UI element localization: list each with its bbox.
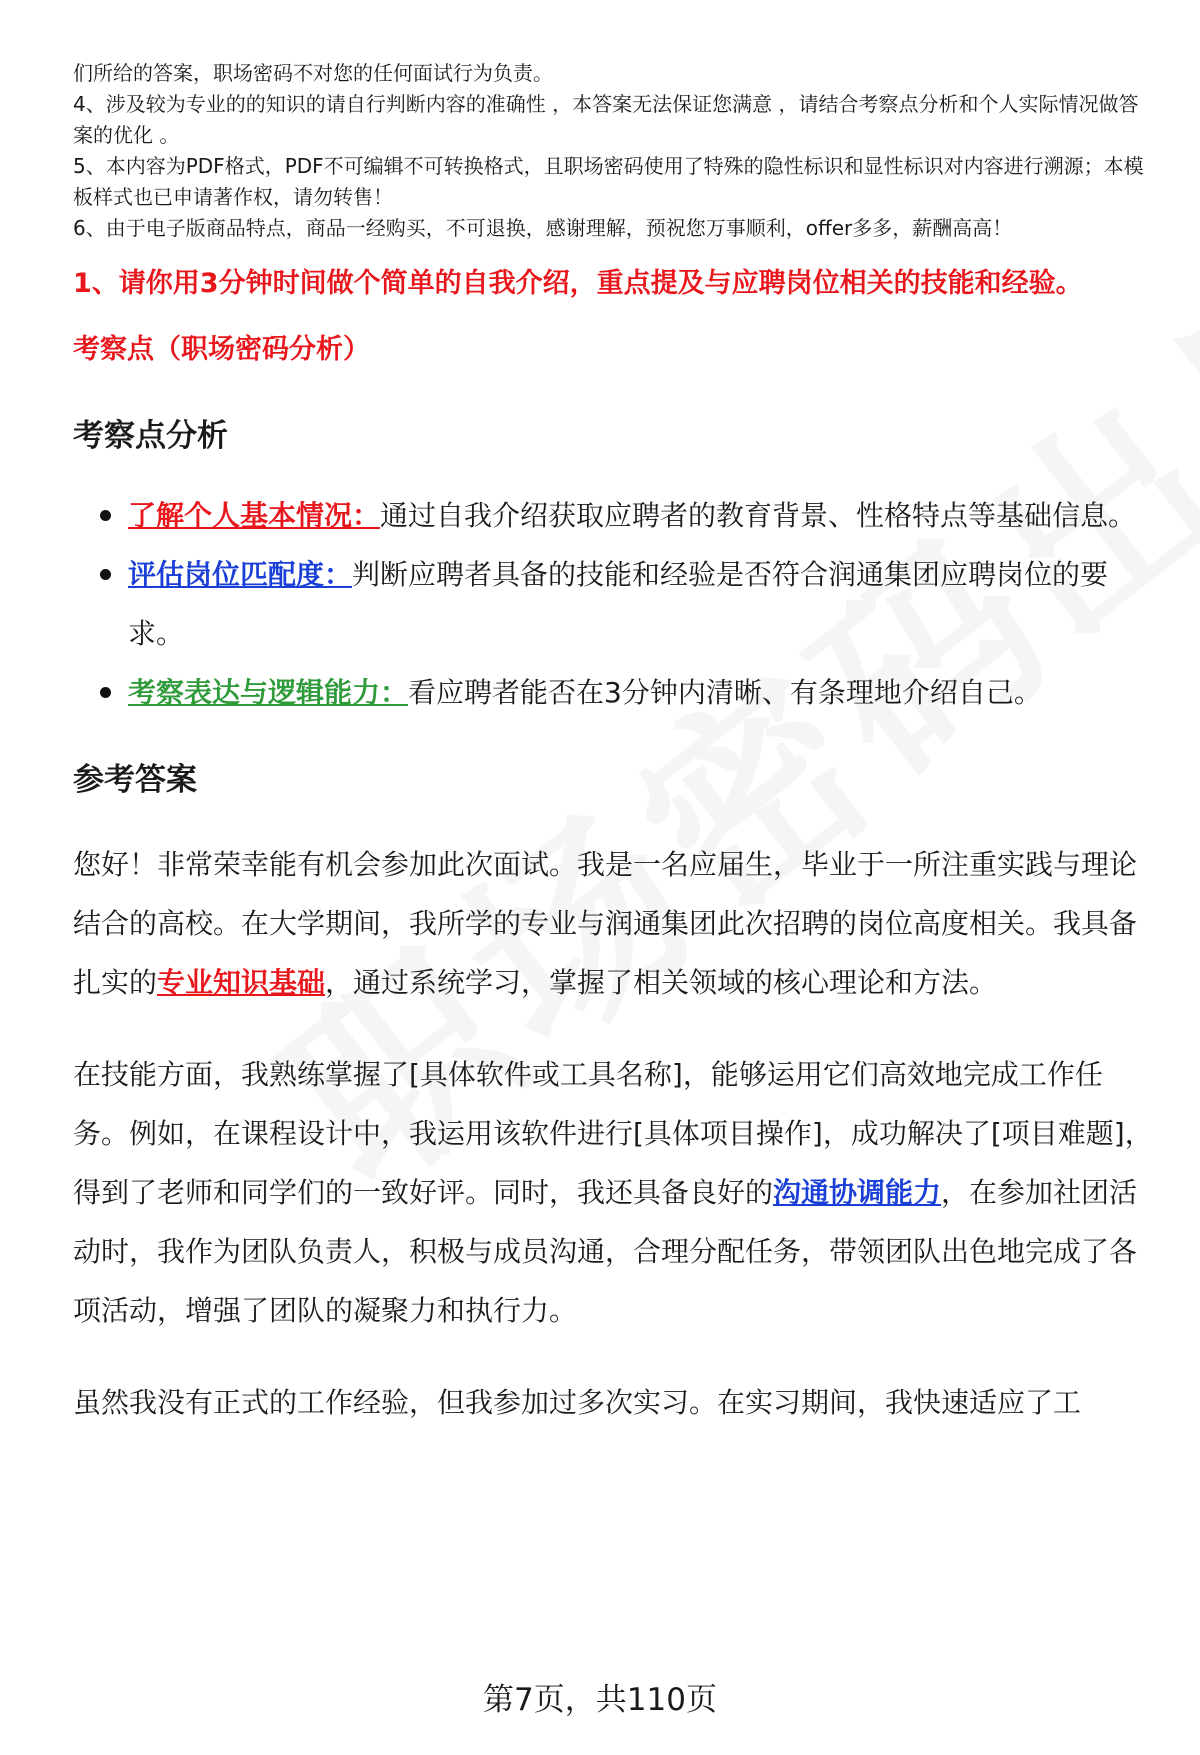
notice-line: 们所给的答案，职场密码不对您的任何面试行为负责。: [73, 61, 553, 85]
answer-paragraph: [73, 1045, 1153, 1340]
point-keyword: 评估岗位匹配度：: [128, 558, 353, 591]
analysis-point: [128, 663, 1153, 722]
page-content: [73, 58, 1153, 1432]
point-text: 判断应聘者具备的技能和经验是否符合润通集团应聘岗位的要求。: [128, 558, 1109, 650]
bullet-icon: [100, 687, 111, 698]
analysis-points: [73, 486, 1153, 722]
page-number: 第7页，共110页: [483, 1682, 717, 1718]
point-keyword: 考察表达与逻辑能力：: [128, 676, 409, 709]
analysis-point: [128, 486, 1153, 545]
paragraph-keyword: 专业知识基础: [157, 966, 326, 999]
question-title: 1、请你用3分钟时间做个简单的自我介绍，重点提及与应聘岗位相关的技能和经验。: [73, 268, 1083, 299]
answer-paragraph: 虽然我没有正式的工作经验，但我参加过多次实习。在实习期间，我快速适应了工: [73, 1386, 1082, 1419]
point-keyword: 了解个人基本情况：: [128, 499, 381, 532]
answer-paragraph: [73, 835, 1153, 1012]
analysis-point: [128, 545, 1153, 663]
bullet-icon: [100, 510, 111, 521]
paragraph-text: 您好！非常荣幸能有机会参加此次面试。我是一名应届生，毕业于一所注重实践与理论结合的高校。在大学期间，我所学的专业与润通集团此次招聘的岗位高度相关。我具备扎实的: [73, 848, 1138, 999]
paragraph-text: ，在参加社团活动时，我作为团队负责人，积极与成员沟通，合理分配任务，带领团队出色地完成了各项活动，增强了团队的凝聚力和执行力。: [73, 1176, 1138, 1327]
paragraph-text: 在技能方面，我熟练掌握了[具体软件或工具名称]，能够运用它们高效地完成工作任务。例如，在课程设计中，我运用该软件进行[具体项目操作]，成功解决了[项目难题]，得到了老师和同学们的一致好评。同时，我还具备良好的: [73, 1058, 1153, 1209]
exam-point-label: 考察点（职场密码分析）: [73, 334, 370, 365]
answer-heading: 参考答案: [73, 762, 197, 798]
point-text: 通过自我介绍获取应聘者的教育背景、性格特点等基础信息。: [380, 499, 1137, 532]
analysis-heading: 考察点分析: [73, 418, 228, 454]
paragraph-text: ，通过系统学习，掌握了相关领域的核心理论和方法。: [325, 966, 998, 999]
notice-line: 5、本内容为PDF格式，PDF不可编辑不可转换格式，且职场密码使用了特殊的隐性标识和显性标识对内容进行溯源；本模板样式也已申请著作权，请勿转售！: [73, 154, 1144, 209]
notice-line: 6、由于电子版商品特点，商品一经购买，不可退换，感谢理解，预祝您万事顺利，offer多多，薪酬高高！: [73, 216, 1013, 240]
notice-line: 4、涉及较为专业的的知识的请自行判断内容的准确性 ，本答案无法保证您满意 ，请结合考察点分析和个人实际情况做答案的优化 。: [73, 92, 1139, 147]
bullet-icon: [100, 569, 111, 580]
paragraph-keyword: 沟通协调能力: [773, 1176, 942, 1209]
point-text: 看应聘者能否在3分钟内清晰、有条理地介绍自己。: [408, 676, 1042, 709]
